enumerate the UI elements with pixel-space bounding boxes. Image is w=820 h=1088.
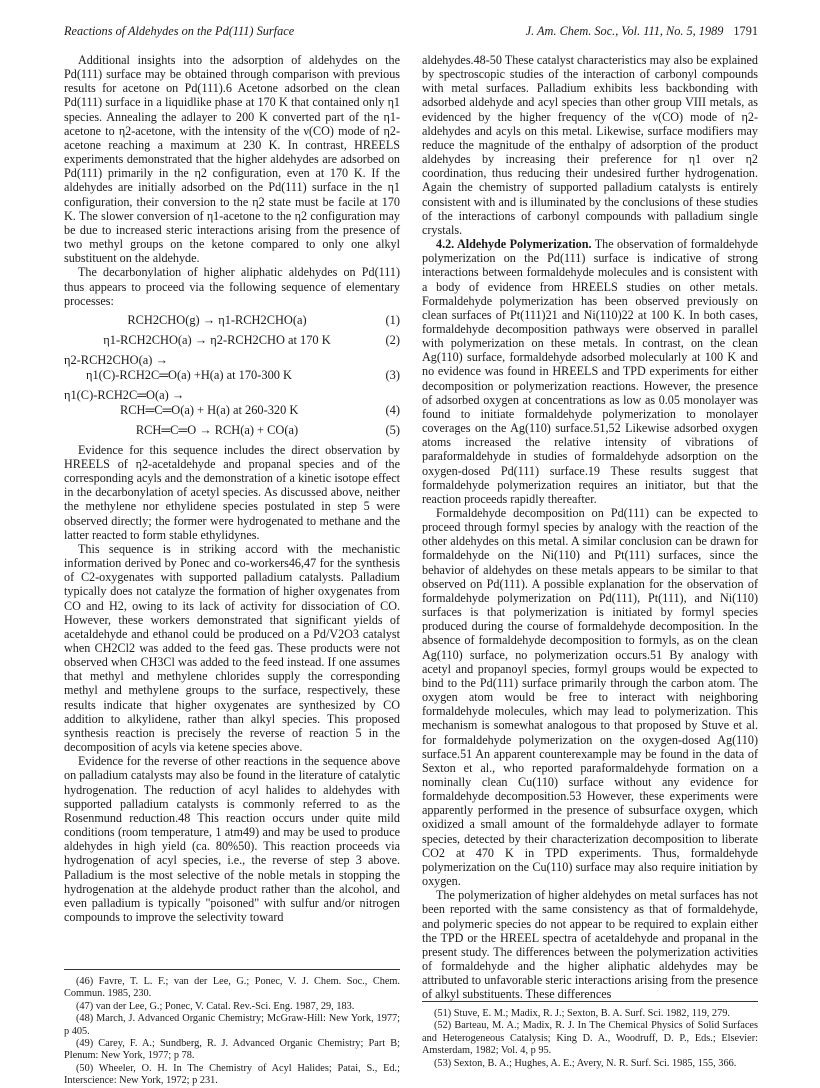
- equation-1: [64, 313, 400, 328]
- journal-reference: J. Am. Chem. Soc., Vol. 111, No. 5, 1989: [525, 24, 724, 38]
- equation-3: [64, 353, 400, 383]
- equation-5: [64, 423, 400, 438]
- reference-47: (47) van der Lee, G.; Ponec, V. Catal. Rev.-Sci. Eng. 1987, 29, 183.: [76, 1000, 355, 1012]
- equation-3-number: (3): [385, 367, 400, 382]
- running-title: Reactions of Aldehydes on the Pd(111) Surface: [64, 24, 295, 38]
- equation-5-number: (5): [385, 422, 400, 437]
- equation-4-line-2: RCH═C═O(a) + H(a) at 260-320 K: [120, 402, 299, 417]
- left-column-text: [64, 53, 400, 924]
- paragraph-formaldehyde-polymerization: [422, 237, 758, 506]
- section-opening-text: The observation of formaldehyde polymerization on the Pd(111) surface is indicative of strong interactions between formaldehyde molecules and is consistent with a body of evidence from HREELS studies on other metals. Formaldehyde polymerization has been observed previously on clean surfaces of Pt(111)21 and Ni(110)22 at 100 K. In both cases, formaldehyde decomposition pathways were observed in parallel with polymerization on these metals. In contrast, on the clean Ag(110) surface, formaldehyde adsorbed molecularly at 100 K and no evidence was found in HREELS and TPD experiments for either decomposition or polymerization reactions. However, the presence of adsorbed oxygen at concentrations as low as 0.05 monolayer was found to initiate formaldehyde polymerization to monolayer coverages on the Ag(110) surface.51,52 Likewise adsorbed oxygen atoms increased the relative intensity of vibrations of paraformaldehyde in studies of formaldehyde adsorption on the oxygen-dosed Pd(111) surface.19 These results suggest that formaldehyde polymerization requires an initiator, but that the reaction proceeds rapidly thereafter.: [422, 237, 759, 506]
- journal-citation: [526, 24, 758, 39]
- section-heading: 4.2. Aldehyde Polymerization.: [436, 237, 592, 252]
- equation-2: [64, 333, 400, 348]
- equation-5-body: RCH═C═O → RCH(a) + CO(a): [135, 422, 299, 437]
- paragraph-formyl-initiation: Formaldehyde decomposition on Pd(111) can be expected to proceed through formyl species by analogy with the reaction of the other aldehydes on this metal. A similar conclusion can be drawn for formaldehyde on the Ni(110) and Pt(111) surfaces, since the behavior of aldehydes on these metals appears to be similar to that observed on Pd(111). A possible explanation for the observation of formaldehyde polymerization on Pd(111), Pt(111), and Ni(110) surfaces is that polymerization is initiated by formyl species produced during the course of formaldehyde decomposition. In the absence of formaldehyde decomposition to formyls, as on the clean Ag(110) surface, no polymerization occurs.51 By analogy with acetyl and propanoyl species, formyl groups would be expected to bind to the Pd(111) surface primarily through the carbon atom. The oxygen atom would be free to interact with neighboring formaldehyde molecules, which may lead to polymerization. This mechanism is somewhat analogous to that proposed by Stuve et al. for formaldehyde polymerization on the oxygen-dosed Ag(110) surface.51 An apparent counterexample may be found in the data of Sexton et al., who reported paraformaldehyde formation on a nominally clean Cu(110) surface without any evidence for formaldehyde decomposition.53 However, these experiments were apparently performed in the presence of subsurface oxygen, which oxidized a small amount of the formaldehyde adlayer to formate species, detected by their characterization decomposition to liberate CO2 at 470 K in TPD experiments. Thus, formaldehyde polymerization on the Cu(110) surface may also require initiation by oxygen.: [422, 506, 758, 889]
- paragraph-acetone-comparison: Additional insights into the adsorption of aldehydes on the Pd(111) surface may be obtained through comparison with previous results for acetone on Pd(111).6 Acetone adsorbed on the clean Pd(111) surface in a liquidlike phase at 170 K that contained only η1 species. Annealing the adlayer to 200 K converted part of the η1-acetone to η2-acetone, with the intensity of the ν(CO) mode of η2-acetone reaching a maximum at 230 K. In contrast, HREELS experiments demonstrated that the higher aldehydes are adsorbed on Pd(111) primarily in the η2 configuration, even at 170 K. If the aldehydes are initially adsorbed on the Pd(111) surface in the η1 configuration, their conversion to the η2 state must be facile at 170 K. The slower conversion of η1-acetone to the η2 configuration may be due to increased steric interactions arising from the presence of two methyl groups on the ketone compared to only one alkyl substituent on the aldehyde.: [64, 53, 400, 266]
- footnote-rule: [64, 969, 400, 970]
- paragraph-decarbonylation-sequence: The decarbonylation of higher aliphatic aldehydes on Pd(111) thus appears to proceed via the following sequence of elementary processes:: [64, 265, 400, 308]
- left-reference-list: [64, 976, 400, 1088]
- paragraph-higher-aldehydes: The polymerization of higher aldehydes on metal surfaces has not been reported with the same consistency as that of formaldehyde, and polymeric species do not appear to be required to explain either the TPD or the HREEL spectra of acetaldehyde and propanal in the present study. The differences between the polymerization activities of formaldehyde and the higher aliphatic aldehydes may be attributed to unfavorable steric interactions arising from the presence of alkyl substituents. These differences: [422, 888, 758, 1002]
- equation-2-body: η1-RCH2CHO(a) → η2-RCH2CHO at 170 K: [103, 332, 331, 347]
- right-footnotes: [422, 987, 758, 1070]
- equation-1-body: RCH2CHO(g) → η1-RCH2CHO(a): [127, 312, 307, 327]
- equation-3-line-1: η2-RCH2CHO(a) →: [64, 352, 168, 367]
- equation-4-number: (4): [385, 402, 400, 417]
- reference-52: (52) Barteau, M. A.; Madix, R. J. In The Chemical Physics of Solid Surfaces and Heterogeneous Catalysis; King D. A., Woodruff, D. P., Eds.; Elsevier: Amsterdam, 1982; Vol. 4, p 95.: [422, 1020, 758, 1057]
- paragraph-ponec-synthesis: This sequence is in striking accord with the mechanistic information derived by Ponec and co-workers46,47 for the synthesis of C2-oxygenates with supported palladium catalysts. Palladium typically does not catalyze the formation of higher oxygenates from CO and H2, owing to its lack of activity for dissociation of CO. However, these workers demonstrated that significant yields of acetaldehyde and ethanol could be produced on a Pd/V2O3 catalyst when CH2Cl2 was added to the feed gas. These products were not observed when CH3Cl was added to the feed instead. If one assumes that methyl and methylene chlorides supply the corresponding methyl and methylene groups to the surface, respectively, these results indicate that higher oxygenates are synthesized by CO addition to alkylidene, rather than alkyl species. This proposed synthesis reaction is precisely the reverse of reaction 5 in the decomposition of acyls via ketene species above.: [64, 541, 400, 755]
- reference-53: (53) Sexton, B. A.; Hughes, A. E.; Avery, N. R. Surf. Sci. 1985, 155, 366.: [434, 1057, 737, 1069]
- reference-49: (49) Carey, F. A.; Sundberg, R. J. Advanced Organic Chemistry; Part B; Plenum: New York, 1977; p 78.: [64, 1038, 400, 1062]
- equation-1-number: (1): [385, 312, 400, 327]
- page-number: 1791: [733, 24, 758, 38]
- left-footnotes: [64, 955, 400, 1088]
- equation-3-line-2: η1(C)-RCH2C═O(a) +H(a) at 170-300 K: [86, 367, 293, 382]
- reference-46: (46) Favre, T. L. F.; van der Lee, G.; Ponec, V. J. Chem. Soc., Chem. Commun. 1985, 230.: [64, 976, 400, 1000]
- paragraph-catalyst-characteristics: aldehydes.48-50 These catalyst characteristics may also be explained by spectroscopic studies of the interaction of carbonyl compounds with metal surfaces. Palladium exhibits less backbonding with adsorbed aldehyde and acyl species than other group VIII metals, as evidenced by the higher frequency of the ν(CO) mode of η2-aldehydes and acyls on this metal. Likewise, surface modifiers may reduce the magnitude of the enthalpy of adsorption of the product aldehydes by increasing their preference for η1 over η2 coordination, thus reducing their undesired further hydrogenation. Again the chemistry of supported palladium catalysts is entirely consistent with and is illuminated by the conclusions of these studies of the interactions of carbonyl compounds with palladium single crystals.: [422, 53, 758, 237]
- reference-50: (50) Wheeler, O. H. In The Chemistry of Acyl Halides; Patai, S., Ed.; Interscience: New York, 1972; p 231.: [64, 1062, 400, 1087]
- running-header: [64, 24, 758, 42]
- equation-4: [64, 388, 400, 418]
- left-column: [64, 53, 400, 1087]
- right-column-text: [422, 53, 758, 1001]
- footnote-rule: [422, 1001, 758, 1002]
- equation-4-line-1: η1(C)-RCH2C═O(a) →: [64, 387, 185, 402]
- paragraph-rosenmund-reduction: Evidence for the reverse of other reactions in the sequence above on palladium catalysts may also be found in the literature of catalytic hydrogenation. The reduction of acyl halides to aldehydes with supported palladium catalysts is commonly referred to as the Rosenmund reduction.48 This reaction occurs under quite mild conditions (room temperature, 1 atm49) and may be used to produce aldehydes in high yield (ca. 80%50). This reaction proceeds via hydrogenation of acyl species, i.e., the reverse of step 3 above. Palladium is the most selective of the noble metals in stopping the hydrogenation at the aldehyde product rather than the alcohol, and even palladium is typically "poisoned" with sulfur and/or nitrogen compounds to improve the selectivity toward: [64, 754, 400, 924]
- equation-2-number: (2): [385, 332, 400, 347]
- reference-51: (51) Stuve, E. M.; Madix, R. J.; Sexton, B. A. Surf. Sci. 1982, 119, 279.: [434, 1008, 730, 1019]
- right-column: [422, 53, 759, 1069]
- reference-48: (48) March, J. Advanced Organic Chemistry; McGraw-Hill: New York, 1977; p 405.: [64, 1013, 400, 1037]
- paragraph-hreels-evidence: Evidence for this sequence includes the direct observation by HREELS of η2-acetaldehyde and propanal species and of the corresponding acyls and the demonstration of a kinetic isotope effect in the decarbonylation of acetyl species. As discussed above, neither the methylene nor ethylidene species postulated in step 5 were observed directly; the former were hydrogenated to methane and the latter reacted to form stable ethylidynes.: [64, 442, 400, 542]
- right-reference-list: [422, 1008, 758, 1070]
